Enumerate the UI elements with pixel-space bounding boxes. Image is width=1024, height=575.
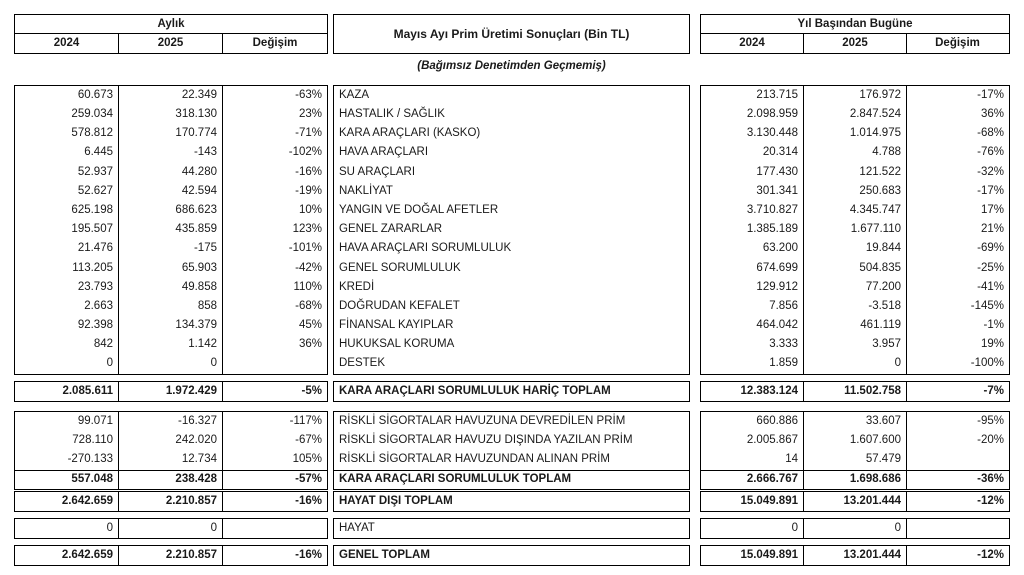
cell-change: -67% — [295, 434, 322, 447]
table-row — [15, 144, 327, 163]
table-row — [334, 450, 689, 469]
cell-2024: 578.812 — [15, 124, 119, 143]
pool-label-block — [333, 411, 690, 490]
table-row — [15, 450, 327, 469]
table-row — [701, 519, 1009, 538]
branch-label: RİSKLİ SİGORTALAR HAVUZU DIŞINDA YAZILAN PRİM — [339, 434, 633, 447]
cell-2025: 461.119 — [804, 316, 907, 335]
cell-change — [907, 519, 1009, 538]
cell-2024: 7.856 — [701, 297, 804, 316]
branch-label: HAVA ARAÇLARI — [339, 146, 429, 159]
cell-change: -145% — [970, 299, 1004, 312]
cell-2024: 1.385.189 — [701, 220, 804, 239]
table-row — [334, 86, 689, 105]
table-row — [334, 124, 689, 143]
branch-label: RİSKLİ SİGORTALAR HAVUZUNA DEVREDİLEN PRİM — [339, 414, 626, 427]
ytd-col-change: Değişim — [935, 36, 980, 49]
cell-change: -42% — [295, 261, 322, 274]
cell-change: -17% — [977, 88, 1004, 101]
cell-2024: 2.085.611 — [15, 382, 119, 401]
cell-change: -102% — [288, 146, 322, 159]
cell-2025: 1.972.429 — [119, 382, 223, 401]
cell-2025: 42.594 — [119, 182, 223, 201]
cell-2025: 2.847.524 — [804, 105, 907, 124]
branch-label: KARA ARAÇLARI (KASKO) — [339, 127, 481, 140]
cell-2025: 57.479 — [804, 450, 907, 469]
branches-ytd-block — [700, 85, 1010, 375]
page-title: Mayıs Ayı Prim Üretimi Sonuçları (Bin TL) — [333, 14, 690, 54]
cell-2024: 12.383.124 — [701, 382, 804, 401]
cell-change: -41% — [977, 280, 1004, 293]
table-row — [334, 412, 689, 431]
cell-2024: 3.130.448 — [701, 124, 804, 143]
cell-change: -68% — [977, 127, 1004, 140]
cell-2025: 11.502.758 — [804, 382, 907, 401]
table-row — [334, 220, 689, 239]
cell-2024: 0 — [15, 519, 119, 538]
table-row — [701, 450, 1009, 469]
table-row — [334, 201, 689, 220]
cell-2025: 1.607.600 — [804, 431, 907, 450]
cell-2024: 2.663 — [15, 297, 119, 316]
branch-label: NAKLİYAT — [339, 184, 393, 197]
cell-change: -12% — [977, 494, 1004, 507]
cell-change: 21% — [980, 223, 1004, 236]
branch-label: RİSKLİ SİGORTALAR HAVUZUNDAN ALINAN PRİM — [339, 453, 610, 466]
branches-label-block — [333, 85, 690, 375]
total-row — [15, 546, 327, 565]
table-row — [701, 335, 1009, 354]
cell-2025: 1.677.110 — [804, 220, 907, 239]
cell-change: -20% — [977, 434, 1004, 447]
cell-2025: 4.788 — [804, 144, 907, 163]
total-row — [334, 492, 689, 511]
cell-2025: 3.957 — [804, 335, 907, 354]
table-row — [701, 278, 1009, 297]
table-row — [334, 431, 689, 450]
table-row — [15, 240, 327, 259]
cell-change: 110% — [293, 280, 322, 293]
monthly-col-2025: 2025 — [119, 34, 223, 53]
cell-2025: 435.859 — [119, 220, 223, 239]
branch-label: FİNANSAL KAYIPLAR — [339, 319, 454, 332]
table-row — [15, 412, 327, 431]
cell-2024: 15.049.891 — [701, 546, 804, 565]
subtotal-excl-monthly-block — [14, 381, 328, 402]
cell-2024: 213.715 — [701, 86, 804, 105]
table-row — [701, 431, 1009, 450]
cell-change: -69% — [977, 242, 1004, 255]
cell-2024: 842 — [15, 335, 119, 354]
cell-2025: -175 — [119, 240, 223, 259]
grand-total-label-block — [333, 545, 690, 566]
cell-2025: 238.428 — [119, 471, 223, 489]
table-row — [701, 259, 1009, 278]
cell-2025: 2.210.857 — [119, 546, 223, 565]
cell-change: -25% — [977, 261, 1004, 274]
branch-label: GENEL TOPLAM — [339, 548, 430, 561]
branch-label: HAYAT — [339, 521, 375, 534]
pool-ytd-block — [700, 411, 1010, 490]
cell-change: -71% — [295, 127, 322, 140]
table-row — [334, 240, 689, 259]
cell-change: -68% — [295, 299, 322, 312]
cell-2025: 1.142 — [119, 335, 223, 354]
branch-label: HAVA ARAÇLARI SORUMLULUK — [339, 242, 512, 255]
cell-2025: 22.349 — [119, 86, 223, 105]
table-row — [701, 412, 1009, 431]
branch-label: DESTEK — [339, 357, 386, 370]
cell-2025: -16.327 — [119, 412, 223, 431]
table-row — [701, 163, 1009, 182]
branch-label: KREDİ — [339, 280, 375, 293]
table-row — [334, 278, 689, 297]
ytd-col-2025: 2025 — [804, 34, 907, 53]
branch-label: HAYAT DIŞI TOPLAM — [339, 494, 453, 507]
cell-change — [223, 355, 327, 374]
cell-2024: 2.642.659 — [15, 492, 119, 511]
cell-2025: 134.379 — [119, 316, 223, 335]
table-row — [334, 335, 689, 354]
cell-2024: -270.133 — [15, 450, 119, 469]
branch-label: SU ARAÇLARI — [339, 165, 416, 178]
subtotal-row — [334, 470, 689, 489]
subtotal-row — [701, 382, 1009, 401]
cell-change: 123% — [292, 223, 322, 236]
cell-2025: 0 — [804, 519, 907, 538]
life-label-block — [333, 518, 690, 539]
table-row — [15, 105, 327, 124]
cell-change: -76% — [977, 146, 1004, 159]
life-ytd-block — [700, 518, 1010, 539]
table-row — [334, 297, 689, 316]
grand-total-monthly-block — [14, 545, 328, 566]
cell-2025: 504.835 — [804, 259, 907, 278]
page-subtitle: (Bağımsız Denetimden Geçmemiş) — [417, 60, 606, 72]
table-row — [334, 519, 689, 538]
cell-2024: 195.507 — [15, 220, 119, 239]
table-row — [15, 297, 327, 316]
table-row — [15, 182, 327, 201]
table-row — [334, 355, 689, 374]
table-row — [15, 220, 327, 239]
table-row — [15, 201, 327, 220]
cell-change: -5% — [301, 384, 322, 397]
monthly-header-group — [14, 14, 328, 54]
cell-2024: 0 — [15, 355, 119, 374]
cell-2024: 14 — [701, 450, 804, 469]
table-row — [701, 297, 1009, 316]
cell-2024: 728.110 — [15, 431, 119, 450]
cell-2024: 674.699 — [701, 259, 804, 278]
branch-label: DOĞRUDAN KEFALET — [339, 299, 460, 312]
cell-change: -16% — [295, 548, 322, 561]
cell-2025: 250.683 — [804, 182, 907, 201]
pool-monthly-block — [14, 411, 328, 490]
table-row — [15, 316, 327, 335]
table-row — [15, 355, 327, 374]
table-row — [701, 316, 1009, 335]
cell-2024: 6.445 — [15, 144, 119, 163]
table-row — [334, 182, 689, 201]
life-monthly-block — [14, 518, 328, 539]
branch-label: YANGIN VE DOĞAL AFETLER — [339, 203, 499, 216]
cell-change: -95% — [977, 414, 1004, 427]
cell-2024: 2.642.659 — [15, 546, 119, 565]
nonlife-total-label-block — [333, 491, 690, 512]
cell-change: -17% — [977, 184, 1004, 197]
branch-label: HUKUKSAL KORUMA — [339, 338, 455, 351]
monthly-group-label: Aylık — [15, 15, 327, 34]
cell-change: -12% — [977, 548, 1004, 561]
cell-2025: 242.020 — [119, 431, 223, 450]
table-row — [701, 124, 1009, 143]
cell-2025: 1.698.686 — [804, 471, 907, 489]
cell-change: 10% — [298, 203, 322, 216]
branches-monthly-block — [14, 85, 328, 375]
table-row — [701, 355, 1009, 374]
cell-2024: 99.071 — [15, 412, 119, 431]
monthly-subheader-row — [15, 34, 327, 53]
cell-2025: 12.734 — [119, 450, 223, 469]
subtotal-row — [701, 470, 1009, 489]
total-row — [701, 492, 1009, 511]
table-row — [701, 201, 1009, 220]
cell-2025: 2.210.857 — [119, 492, 223, 511]
cell-2024: 52.627 — [15, 182, 119, 201]
table-row — [701, 105, 1009, 124]
cell-2024: 52.937 — [15, 163, 119, 182]
cell-2025: -3.518 — [804, 297, 907, 316]
nonlife-total-monthly-block — [14, 491, 328, 512]
cell-change: -19% — [295, 184, 322, 197]
cell-2024: 3.333 — [701, 335, 804, 354]
cell-2024: 113.205 — [15, 259, 119, 278]
cell-2025: 1.014.975 — [804, 124, 907, 143]
cell-2024: 0 — [701, 519, 804, 538]
cell-2025: 77.200 — [804, 278, 907, 297]
cell-2025: 0 — [804, 355, 907, 374]
table-row — [15, 335, 327, 354]
monthly-col-change: Değişim — [252, 36, 298, 49]
table-row — [15, 519, 327, 538]
cell-change: 36% — [980, 108, 1004, 121]
cell-change: -16% — [295, 165, 322, 178]
cell-2024: 464.042 — [701, 316, 804, 335]
cell-2025: 686.623 — [119, 201, 223, 220]
ytd-subheader-row — [701, 34, 1009, 53]
cell-change: -7% — [983, 384, 1004, 397]
table-row — [701, 182, 1009, 201]
cell-change: 17% — [980, 203, 1004, 216]
table-row — [15, 278, 327, 297]
cell-2025: 13.201.444 — [804, 546, 907, 565]
branch-label: HASTALIK / SAĞLIK — [339, 108, 445, 121]
cell-2024: 2.666.767 — [701, 471, 804, 489]
cell-change: -100% — [970, 357, 1004, 370]
cell-change: -63% — [295, 88, 322, 101]
table-row — [334, 105, 689, 124]
cell-2024: 20.314 — [701, 144, 804, 163]
table-row — [15, 431, 327, 450]
cell-2025: 49.858 — [119, 278, 223, 297]
cell-2024: 92.398 — [15, 316, 119, 335]
cell-change: -36% — [977, 472, 1004, 485]
table-row — [334, 163, 689, 182]
cell-change: 23% — [298, 108, 322, 121]
cell-2024: 177.430 — [701, 163, 804, 182]
ytd-col-2024: 2024 — [701, 34, 804, 53]
cell-2025: 318.130 — [119, 105, 223, 124]
subtotal-excl-ytd-block — [700, 381, 1010, 402]
cell-change: -32% — [977, 165, 1004, 178]
cell-2024: 60.673 — [15, 86, 119, 105]
cell-2025: 4.345.747 — [804, 201, 907, 220]
table-row — [15, 86, 327, 105]
cell-2024: 23.793 — [15, 278, 119, 297]
branch-label: KAZA — [339, 88, 370, 101]
table-row — [334, 144, 689, 163]
cell-2025: -143 — [119, 144, 223, 163]
cell-2025: 176.972 — [804, 86, 907, 105]
cell-change: -117% — [289, 414, 322, 427]
cell-2025: 19.844 — [804, 240, 907, 259]
table-row — [701, 220, 1009, 239]
subtotal-excl-label-block — [333, 381, 690, 402]
monthly-col-2024: 2024 — [15, 34, 119, 53]
cell-change: -57% — [295, 472, 322, 485]
cell-2025: 170.774 — [119, 124, 223, 143]
cell-change: 36% — [298, 338, 322, 351]
table-row — [701, 86, 1009, 105]
cell-2025: 65.903 — [119, 259, 223, 278]
table-row — [15, 259, 327, 278]
ytd-group-label: Yıl Başından Bugüne — [701, 15, 1009, 34]
nonlife-total-ytd-block — [700, 491, 1010, 512]
cell-2025: 13.201.444 — [804, 492, 907, 511]
cell-change: 19% — [980, 338, 1004, 351]
cell-change: -16% — [295, 494, 322, 507]
table-row — [15, 124, 327, 143]
branch-label: GENEL ZARARLAR — [339, 223, 443, 236]
cell-2024: 2.005.867 — [701, 431, 804, 450]
cell-2024: 1.859 — [701, 355, 804, 374]
cell-change: -1% — [983, 319, 1004, 332]
table-row — [334, 316, 689, 335]
cell-2024: 557.048 — [15, 471, 119, 489]
subtotal-row — [15, 470, 327, 489]
subtotal-row — [15, 382, 327, 401]
cell-2024: 63.200 — [701, 240, 804, 259]
table-row — [701, 144, 1009, 163]
cell-2024: 2.098.959 — [701, 105, 804, 124]
cell-change: 45% — [298, 319, 322, 332]
cell-2024: 259.034 — [15, 105, 119, 124]
cell-change — [907, 450, 1009, 469]
cell-2025: 33.607 — [804, 412, 907, 431]
cell-2025: 858 — [119, 297, 223, 316]
ytd-header-group — [700, 14, 1010, 54]
branch-label: KARA ARAÇLARI SORUMLULUK HARİÇ TOPLAM — [339, 384, 611, 397]
cell-change — [223, 519, 327, 538]
subtotal-row — [334, 382, 689, 401]
total-row — [701, 546, 1009, 565]
cell-2024: 15.049.891 — [701, 492, 804, 511]
cell-2025: 0 — [119, 355, 223, 374]
table-row — [334, 259, 689, 278]
cell-change: -101% — [288, 242, 322, 255]
cell-2025: 0 — [119, 519, 223, 538]
branch-label: KARA ARAÇLARI SORUMLULUK TOPLAM — [339, 472, 572, 485]
cell-2024: 301.341 — [701, 182, 804, 201]
total-row — [334, 546, 689, 565]
cell-2024: 3.710.827 — [701, 201, 804, 220]
cell-2025: 44.280 — [119, 163, 223, 182]
table-row — [701, 240, 1009, 259]
cell-2024: 21.476 — [15, 240, 119, 259]
cell-change: 105% — [292, 453, 322, 466]
cell-2024: 660.886 — [701, 412, 804, 431]
branch-label: GENEL SORUMLULUK — [339, 261, 461, 274]
total-row — [15, 492, 327, 511]
cell-2024: 625.198 — [15, 201, 119, 220]
grand-total-ytd-block — [700, 545, 1010, 566]
cell-2025: 121.522 — [804, 163, 907, 182]
cell-2024: 129.912 — [701, 278, 804, 297]
table-row — [15, 163, 327, 182]
